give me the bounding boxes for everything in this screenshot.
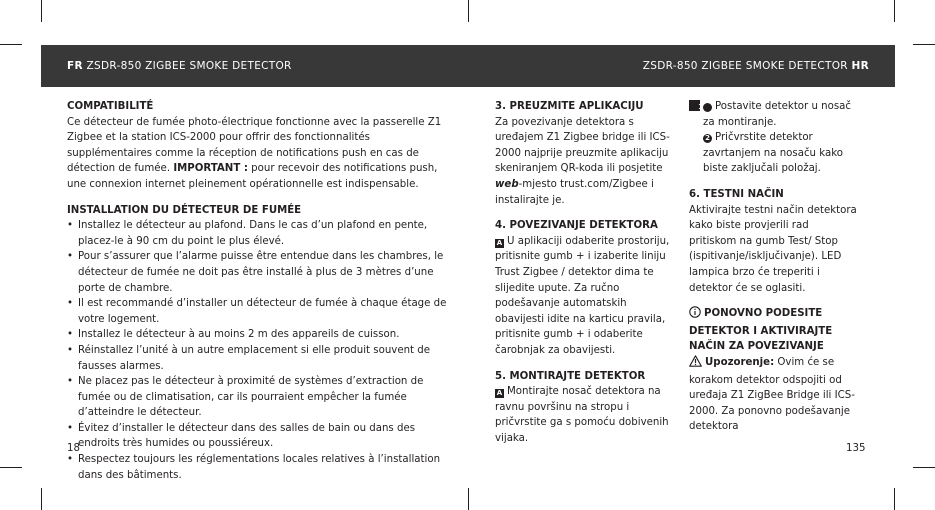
section-5-step-2 (689, 130, 859, 177)
step-number-2-icon: 2 (703, 134, 712, 143)
section-3-text (495, 115, 675, 209)
header-band-left (41, 45, 468, 87)
step-a-marker-icon: A (496, 389, 503, 398)
important-text: pour recevoir des notifications push, une connexion internet pleinement opérationnelle est indispensable. (67, 163, 438, 190)
section-4-text (495, 234, 675, 359)
crop-mark (894, 0, 895, 22)
reset-heading (689, 306, 859, 355)
step-1-text: Postavite detektor u nosač za montiranje. (703, 101, 852, 128)
reset-text (689, 355, 859, 435)
section-4-heading: 4. POVEZIVANJE DETEKTORA (495, 220, 658, 232)
warning-icon (689, 355, 702, 373)
page-number-right: 135 (846, 443, 866, 454)
list-item: • Installez le détecteur au plafond. Dans le cas d’un plafond en pente, placez-le à 90 cm du point le plus élevé. (67, 218, 452, 249)
warning-label: Upozorenje: (705, 356, 775, 368)
important-label: IMPORTANT : (173, 163, 248, 175)
header-title-right (643, 60, 869, 72)
section-5-heading: 5. MONTIRAJTE DETEKTOR (495, 370, 646, 382)
list-item: • Il est recommandé d’installer un détecteur de fumée à chaque étage de votre logement. (67, 296, 452, 327)
hr-column-1 (495, 99, 675, 446)
header-product-left: ZSDR-850 ZIGBEE SMOKE DETECTOR (86, 60, 292, 72)
step-2-text: Pričvrstite detektor zavrtanjem na nosaču kako biste zaključali položaj. (703, 132, 843, 175)
crop-mark (468, 488, 469, 510)
crop-mark (41, 0, 42, 22)
section-6-text: Aktivirajte testni način detektora kako biste provjerili rad pritiskom na gumb Test/ Stop (ispitivanje/isključivanje). LED lampica brzo će treperiti i detektor će se oglasiti. (689, 204, 857, 294)
web-word: web (495, 178, 519, 190)
page-number-left: 18 (67, 443, 80, 454)
install-heading: INSTALLATION DU DÉTECTEUR DE FUMÉE (67, 204, 302, 216)
step-number-1-icon: 1 (703, 103, 712, 112)
section-5-body: Montirajte nosač detektora na ravnu površinu na stropu i pričvrstite ga s pomoću dobivenih vijaka. (495, 386, 669, 444)
crop-mark (468, 0, 469, 22)
section-6-heading: 6. TESTNI NAČIN (689, 188, 784, 200)
crop-mark (913, 467, 935, 468)
fr-column (67, 99, 452, 483)
section-3-text-b: -mjesto trust.com/Zigbee i instalirajte je. (495, 178, 654, 206)
header-product-right: ZSDR-850 ZIGBEE SMOKE DETECTOR (642, 60, 848, 72)
compat-text: Ce détecteur de fumée photo-électrique fonctionne avec la passerelle Z1 Zigbee et la station ICS-2000 pour offrir des fonctionnalités supplémentaires comme la réception de notifications push en cas de détection de fumée. (67, 116, 442, 175)
reset-body: Ovim će se korakom detektor odspojiti od uređaja Z1 ZigBee Bridge ili ICS-2000. Za ponovno podešavanje detektora (689, 356, 855, 433)
crop-mark (0, 467, 22, 468)
info-icon (689, 306, 701, 324)
list-item: • Installez le détecteur à au moins 2 m des appareils de cuisson. (67, 327, 452, 343)
list-item: • Respectez toujours les réglementations locales relatives à l’installation dans des bâtiments. (67, 452, 452, 483)
crop-mark (894, 488, 895, 510)
section-3-text-a: Za povezivanje detektora s uređajem Z1 Zigbee bridge ili ICS-2000 najprije preuzmite aplikaciju skeniranjem QR-koda ili posjetite (495, 116, 670, 175)
hr-column-2 (689, 99, 859, 435)
step-a-marker-icon: A (496, 238, 503, 247)
crop-mark (0, 44, 22, 45)
header-lang-left: FR (67, 60, 83, 72)
header-band-right (468, 45, 895, 87)
reset-heading-text: PONOVNO PODESITE DETEKTOR I AKTIVIRAJTE NAČIN ZA POVEZIVANJE (689, 308, 833, 353)
section-4-body: U aplikaciji odaberite prostoriju, pritisnite gumb + i izaberite liniju Trust Zigbee / detektor dima te slijedite upute. Za ručno podešavanje automatskih obavijesti idite na karticu pravila, pritisnite gumb + i odaberite čarobnjak za obavijesti. (495, 235, 670, 356)
crop-mark (913, 44, 935, 45)
list-item: • Évitez d’installer le détecteur dans des salles de bain ou dans des endroits très humides ou poussiéreux. (67, 421, 452, 452)
list-item: • Pour s’assurer que l’alarme puisse être entendue dans les chambres, le détecteur de fumée ne doit pas être installé à plus de 3 mètres d’une porte de chambre. (67, 249, 452, 296)
list-item: • Ne placez pas le détecteur à proximité de systèmes d’extraction de fumée ou de climatisation, car ils pourraient empêcher la fumée d’atteindre le détecteur. (67, 374, 452, 421)
section-5-step-1 (689, 99, 859, 130)
compat-paragraph (67, 115, 452, 193)
header-lang-right: HR (851, 60, 869, 72)
section-5-text (495, 384, 675, 446)
header-title-left (67, 60, 292, 72)
compat-heading: COMPATIBILITÉ (67, 101, 154, 112)
list-item: • Réinstallez l’unité à un autre emplacement si elle produit souvent de fausses alarmes. (67, 343, 452, 374)
section-3-heading: 3. PREUZMITE APLIKACIJU (495, 101, 644, 112)
crop-mark (41, 488, 42, 510)
install-list (67, 218, 452, 483)
